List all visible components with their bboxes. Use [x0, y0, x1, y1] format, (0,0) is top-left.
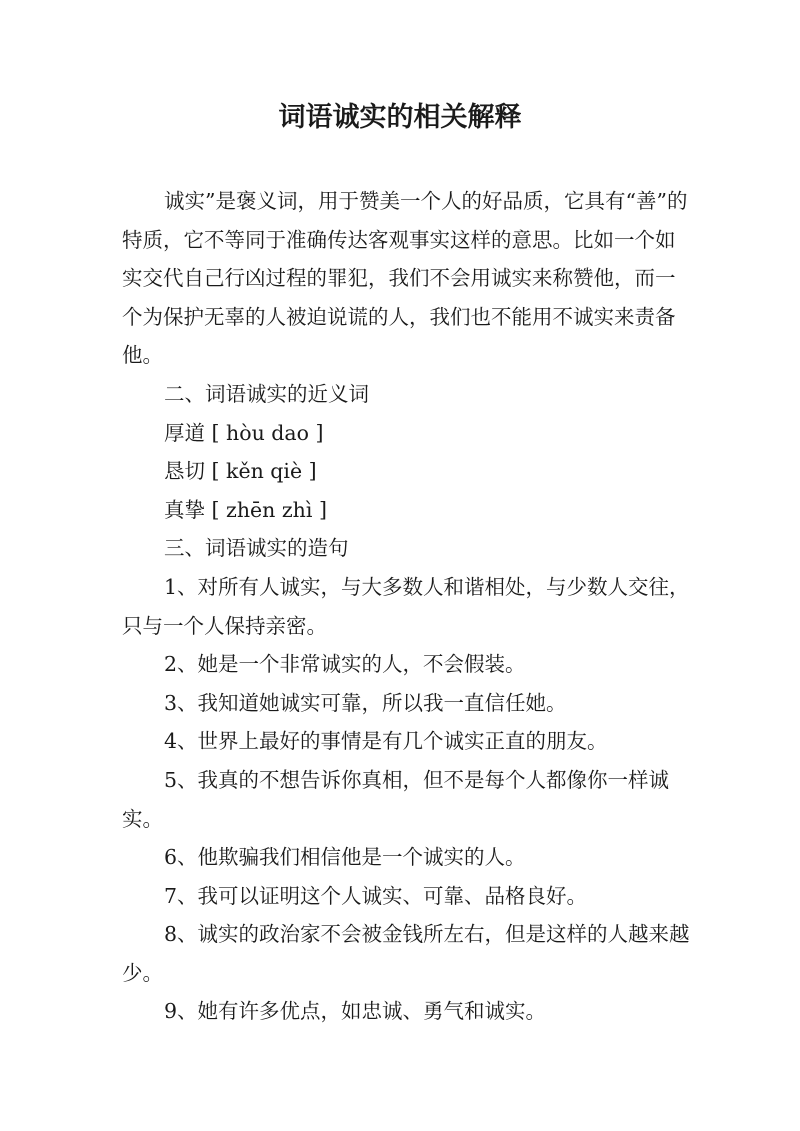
example-sentence: 4、世界上最好的事情是有几个诚实正直的朋友。 — [164, 729, 608, 754]
section-heading-sentences: 三、词语诚实的造句 — [164, 536, 349, 561]
example-sentence: 7、我可以证明这个人诚实、可靠、品格良好。 — [164, 883, 588, 908]
example-sentence: 3、我知道她诚实可靠，所以我一直信任她。 — [164, 690, 567, 715]
synonym-item: 恳切 [ kěn qiè ] — [164, 459, 317, 484]
example-sentence: 5、我真的不想告诉你真相，但不是每个人都像你一样诚实。 — [122, 767, 670, 831]
example-sentence: 1、对所有人诚实，与大多数人和谐相处，与少数人交往，只与一个人保持亲密。 — [122, 574, 690, 638]
document-body — [122, 182, 694, 1031]
example-sentence: 8、诚实的政治家不会被金钱所左右，但是这样的人越来越少。 — [122, 922, 690, 985]
example-sentence: 9、她有许多优点，如忠诚、勇气和诚实。 — [164, 999, 547, 1024]
synonym-item: 真挚 [ zhēn zhì ] — [164, 497, 327, 522]
paragraph-intro: 诚实”是褒义词，用于赞美一个人的好品质，它具有“善”的特质，它不等同于准确传达客观事实这样的意思。比如一个如实交代自己行凶过程的罪犯，我们不会用诚实来称赞他，而一个为保护无辜的人被迫说谎的人，我们也不能用不诚实来责备他。 — [122, 189, 688, 368]
example-sentence: 2、她是一个非常诚实的人，不会假装。 — [164, 652, 526, 677]
section-heading-synonyms: 二、词语诚实的近义词 — [164, 381, 369, 406]
document-title: 词语诚实的相关解释 — [278, 102, 522, 133]
example-sentence: 6、他欺骗我们相信他是一个诚实的人。 — [164, 845, 526, 870]
synonym-item: 厚道 [ hòu dao ] — [164, 420, 324, 445]
